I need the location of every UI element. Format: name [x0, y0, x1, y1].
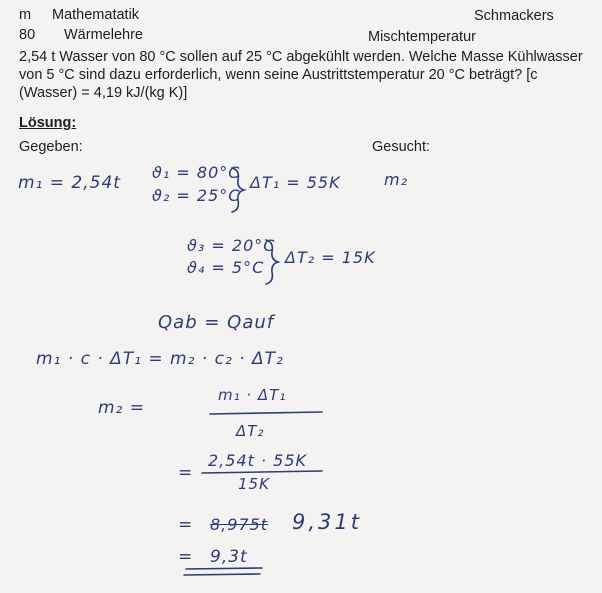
- header-left-letter: m: [19, 7, 32, 23]
- hw-result-1: 9,31t: [292, 510, 362, 534]
- hw-frac1-num: m₁ · ΔT₁: [218, 386, 287, 404]
- result-underline-1: [186, 568, 262, 569]
- hw-theta3: ϑ₃ = 20°C: [187, 236, 276, 255]
- hw-q-equation: Qab = Qauf: [158, 312, 275, 333]
- given-label: Gegeben:: [19, 139, 83, 155]
- hw-crossed-value: 8,975t: [210, 515, 269, 534]
- header-subject: Mathematatik: [52, 7, 140, 23]
- hw-theta1: ϑ₁ = 80°C: [152, 163, 241, 182]
- hw-theta2: ϑ₂ = 25°C: [152, 186, 241, 205]
- hw-eq4: =: [178, 547, 194, 567]
- header-subtopic: Mischtemperatur: [368, 29, 476, 45]
- brace-2: [266, 240, 278, 284]
- hw-frac1-den: ΔT₂: [236, 422, 265, 440]
- fraction-bar-1: [210, 412, 322, 414]
- brace-1: [232, 168, 244, 212]
- hw-eq2: =: [178, 463, 194, 483]
- hw-m1: m₁ = 2,54t: [18, 173, 121, 193]
- hw-energy-equation: m₁ · c · ΔT₁ = m₂ · c₂ · ΔT₂: [36, 349, 284, 369]
- hw-dT2: ΔT₂ = 15K: [285, 248, 376, 267]
- task-text: 2,54 t Wasser von 80 °C sollen auf 25 °C abgekühlt werden. Welche Masse Kühlwasser von 5 °C sind dazu erforderlich, wenn seine Austrittstemperatur 20 °C beträgt? [c (Wasser) = 4,19 kJ/(kg K)]: [19, 49, 583, 101]
- solution-heading: Lösung:: [19, 115, 77, 131]
- header-number: 80: [19, 27, 36, 43]
- header-author: Schmackers: [474, 8, 554, 24]
- fraction-bar-2: [202, 471, 322, 473]
- hw-m2-lhs: m₂ =: [98, 398, 146, 418]
- hw-sought-var: m₂: [384, 170, 408, 189]
- hw-frac2-num: 2,54t · 55K: [208, 451, 308, 470]
- header-topic: Wärmelehre: [64, 27, 143, 43]
- sought-label: Gesucht:: [372, 139, 431, 155]
- hw-final-result: 9,3t: [210, 547, 248, 567]
- hw-frac2-den: 15K: [238, 475, 270, 493]
- hw-eq3: =: [178, 515, 194, 535]
- hw-dT1: ΔT₁ = 55K: [250, 173, 341, 192]
- hw-theta4: ϑ₄ = 5°C: [187, 258, 265, 277]
- result-underline-2: [184, 574, 260, 575]
